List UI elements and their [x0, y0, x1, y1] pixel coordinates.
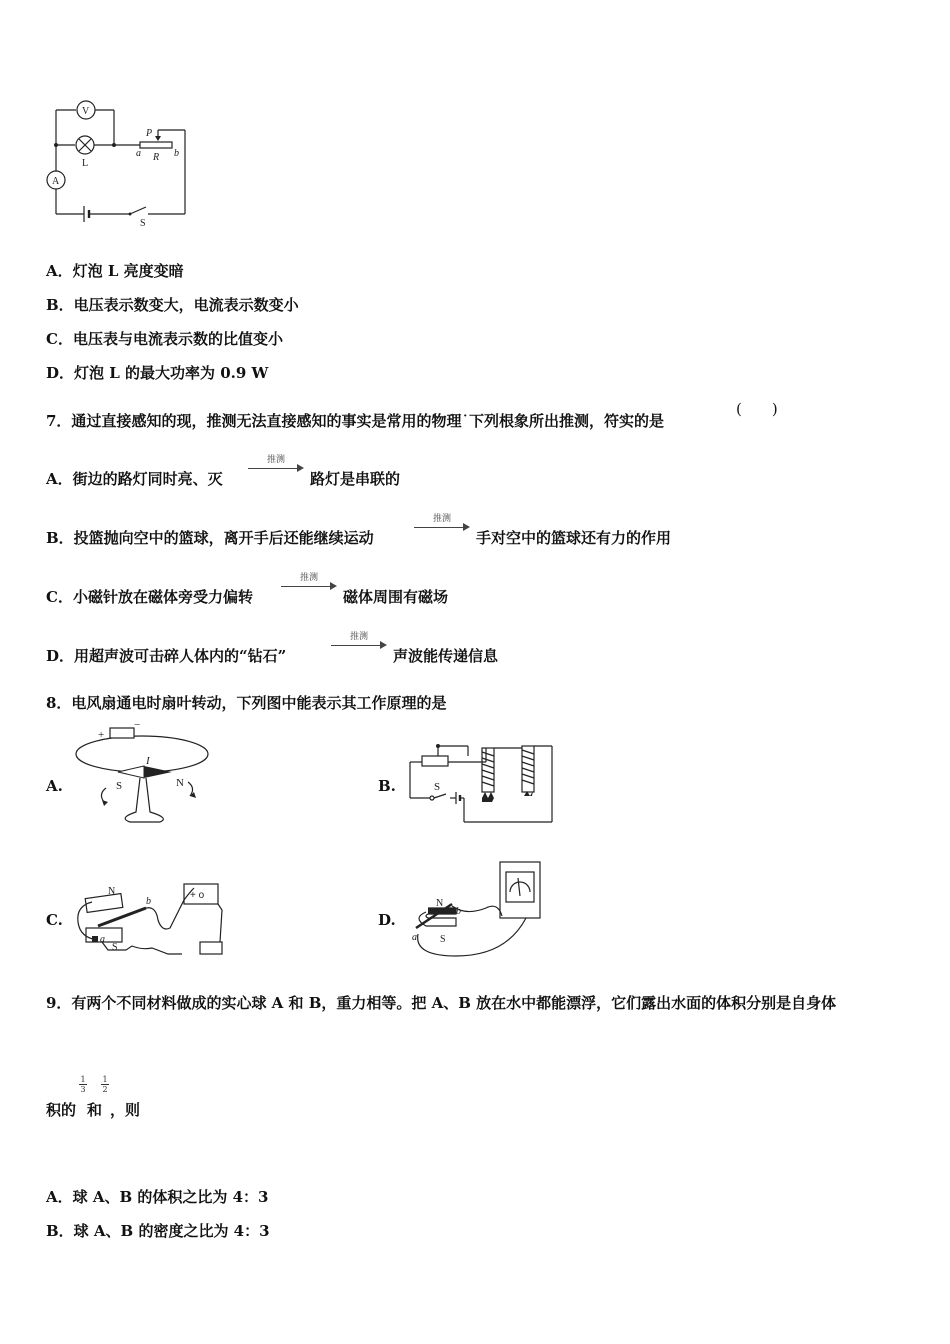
circuit-diagram-q6 — [40, 92, 200, 232]
q7-option-a-right: 路灯是串联的 — [310, 470, 401, 488]
q8-stem: 8．电风扇通电时扇叶转动，下列图中能表示其工作原理的是 — [46, 694, 447, 712]
electromagnet-figure — [406, 738, 558, 830]
rod-a-label: a — [100, 934, 105, 945]
generator-figure — [72, 880, 232, 966]
ammeter-label: A — [52, 176, 60, 187]
fraction-denominator: 2 — [102, 1085, 108, 1094]
infer-arrow-label: 推测 — [432, 514, 451, 524]
infer-arrow-a — [248, 456, 304, 476]
q9-cont-before: 积的 — [46, 1101, 77, 1119]
wire-b-label: b — [456, 906, 461, 917]
needle-s-label: S — [116, 780, 123, 792]
infer-arrow-c — [281, 574, 337, 594]
rheostat-end-a-label: a — [136, 148, 141, 159]
magnet-n-label: N — [108, 886, 116, 897]
q8-option-a-letter: A. — [46, 777, 63, 795]
q7-option-c-right: 磁体周围有磁场 — [343, 588, 449, 606]
q6-option-b: B．电压表示数变大，电流表示数变小 — [46, 296, 299, 314]
q7-answer-paren: ( ) — [736, 400, 778, 418]
oersted-experiment-figure — [70, 722, 220, 830]
infer-arrow-label: 推测 — [349, 632, 368, 642]
q9-fraction-2 — [101, 1075, 109, 1094]
q6-option-d: D．灯泡 L 的最大功率为 0.9 W — [46, 364, 269, 382]
q8-option-d-letter: D. — [378, 911, 396, 929]
rheostat-end-b-label: b — [174, 148, 179, 159]
q7-option-d-right: 声波能传递信息 — [393, 647, 499, 665]
wire-a-label: a — [412, 932, 417, 943]
infer-arrow-b — [414, 515, 470, 535]
slider-p-label: P — [146, 128, 153, 139]
q9-cont-mid: 和 — [87, 1101, 103, 1119]
infer-arrow-d — [331, 633, 387, 653]
q6-option-c: C．电压表与电流表示数的比值变小 — [46, 330, 283, 348]
q7-option-d-left: D．用超声波可击碎人体内的“钻石” — [46, 647, 287, 665]
switch-s-label: S — [434, 781, 441, 793]
fraction-numerator: 1 — [80, 1075, 86, 1084]
q8-option-b-letter: B. — [378, 777, 396, 795]
battery-plus-label: + — [98, 729, 105, 741]
q7-stem: 7．通过直接感知的现，推测无法直接感知的事实是常用的物理˙下列根象所出推测，符实的是 — [46, 412, 664, 430]
q9-option-b: B．球 A、B 的密度之比为 4：3 — [46, 1222, 270, 1240]
rheostat-r-label: R — [153, 152, 160, 163]
fraction-denominator: 3 — [80, 1085, 86, 1094]
current-i-label: I — [146, 755, 150, 767]
magnet-s-label: S — [440, 934, 446, 945]
lamp-label: L — [82, 158, 89, 169]
voltmeter-label: V — [82, 106, 90, 117]
q6-option-a: A．灯泡 L 亮度变暗 — [46, 262, 184, 280]
q9-stem: 9．有两个不同材料做成的实心球 A 和 B，重力相等。把 A、B 放在水中都能漂浮，它们露出水面的体积分别是自身体 — [46, 994, 837, 1012]
q8-option-c-letter: C. — [46, 911, 63, 929]
infer-arrow-label: 推测 — [266, 455, 285, 465]
magnet-s-label: S — [112, 942, 118, 953]
q9-option-a: A．球 A、B 的体积之比为 4：3 — [46, 1188, 269, 1206]
svg-text:+ o: + o — [190, 890, 205, 901]
fraction-numerator: 1 — [102, 1075, 108, 1084]
q9-fraction-1 — [79, 1075, 87, 1094]
battery-minus-label: − — [134, 722, 141, 731]
rod-b-label: b — [146, 896, 151, 907]
q7-option-a-left: A．街边的路灯同时亮、灭 — [46, 470, 223, 488]
q7-option-b-left: B．投篮抛向空中的篮球，离开手后还能继续运动 — [46, 529, 374, 547]
needle-n-label: N — [176, 777, 184, 789]
q9-cont-after: ，则 — [110, 1101, 141, 1119]
q7-option-b-right: 手对空中的篮球还有力的作用 — [476, 529, 672, 547]
magnet-n-label: N — [436, 898, 444, 909]
switch-label: S — [140, 218, 146, 229]
induction-galvanometer-figure — [406, 856, 556, 964]
infer-arrow-label: 推测 — [299, 573, 318, 583]
q7-option-c-left: C．小磁针放在磁体旁受力偏转 — [46, 588, 253, 606]
